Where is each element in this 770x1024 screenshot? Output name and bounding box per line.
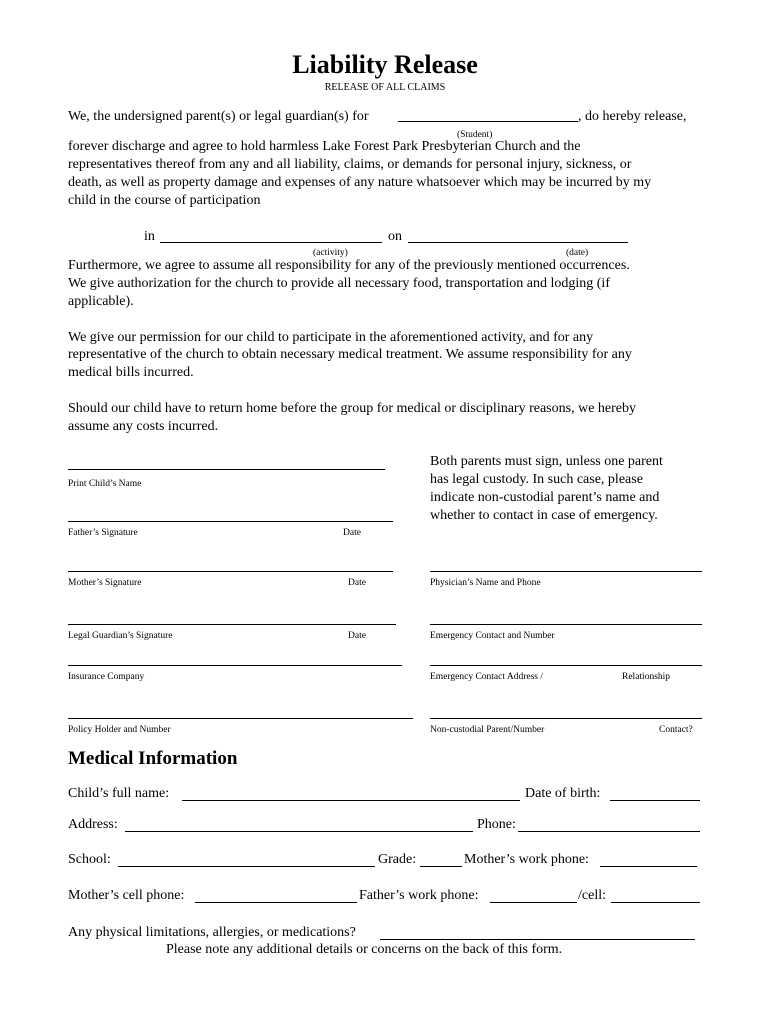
emergency-contact-label: Emergency Contact and Number — [430, 631, 555, 641]
custody-note-1: Both parents must sign, unless one parent — [430, 454, 663, 469]
activity-line[interactable] — [160, 242, 382, 243]
full-name-line[interactable] — [182, 800, 520, 801]
emergency-address-line[interactable] — [430, 665, 702, 666]
guardian-signature-line[interactable] — [68, 624, 396, 625]
in-label: in — [144, 229, 155, 244]
custody-note-3: indicate non-custodial parent’s name and — [430, 490, 660, 505]
mother-work-label: Mother’s work phone: — [464, 852, 589, 867]
para1b: forever discharge and agree to hold harmless Lake Forest Park Presbyterian Church and the — [68, 139, 581, 154]
guardian-date-label: Date — [348, 631, 366, 641]
para4a: Should our child have to return home before the group for medical or disciplinary reasons, we hereby — [68, 401, 636, 416]
para2a: Furthermore, we agree to assume all responsibility for any of the previously mentioned occurrences. — [68, 258, 630, 273]
custody-note-2: has legal custody. In such case, please — [430, 472, 643, 487]
emergency-address-label: Emergency Contact Address / — [430, 672, 544, 682]
student-label: (Student) — [457, 130, 493, 140]
para1e: child in the course of participation — [68, 193, 261, 208]
address-line[interactable] — [125, 831, 473, 832]
full-name-label: Child’s full name: — [68, 786, 170, 801]
activity-label: (activity) — [313, 248, 348, 258]
physician-line[interactable] — [430, 571, 702, 572]
date-label: (date) — [566, 248, 589, 258]
emergency-contact-line[interactable] — [430, 624, 702, 625]
grade-line[interactable] — [420, 866, 462, 867]
child-name-label: Print Child’s Name — [68, 479, 142, 489]
grade-label: Grade: — [378, 852, 417, 867]
school-label: School: — [68, 852, 111, 867]
mother-signature-line[interactable] — [68, 571, 393, 572]
noncustodial-label: Non-custodial Parent/Number — [430, 725, 545, 735]
physician-label: Physician’s Name and Phone — [430, 578, 541, 588]
father-work-line[interactable] — [490, 902, 577, 903]
on-label: on — [388, 229, 402, 244]
policy-holder-label: Policy Holder and Number — [68, 725, 171, 735]
father-signature-label: Father’s Signature — [68, 528, 138, 538]
mother-date-label: Date — [348, 578, 366, 588]
mother-signature-label: Mother’s Signature — [68, 578, 142, 588]
page-subtitle: RELEASE OF ALL CLAIMS — [324, 82, 446, 93]
dob-line[interactable] — [610, 800, 700, 801]
para3a: We give our permission for our child to participate in the aforementioned activity, and for any — [68, 330, 594, 345]
para1c: representatives thereof from any and all liability, claims, or demands for personal injury, sickness, or — [68, 157, 632, 172]
mother-cell-line[interactable] — [195, 902, 357, 903]
school-line[interactable] — [118, 866, 375, 867]
medical-heading: Medical Information — [68, 748, 238, 769]
insurance-line[interactable] — [68, 665, 402, 666]
contact-label: Contact? — [659, 725, 693, 735]
student-line[interactable] — [398, 121, 578, 122]
relationship-label: Relationship — [622, 672, 671, 682]
cell-line[interactable] — [611, 902, 700, 903]
father-signature-line[interactable] — [68, 521, 393, 522]
guardian-signature-label: Legal Guardian’s Signature — [68, 631, 173, 641]
limitations-line[interactable] — [380, 939, 695, 940]
back-of-form-note: Please note any additional details or concerns on the back of this form. — [166, 942, 563, 957]
custody-note-4: whether to contact in case of emergency. — [430, 508, 658, 523]
para3b: representative of the church to obtain necessary medical treatment. We assume responsibility for any — [68, 347, 632, 362]
date-line[interactable] — [408, 242, 628, 243]
insurance-label: Insurance Company — [68, 672, 145, 682]
limitations-label: Any physical limitations, allergies, or medications? — [68, 925, 356, 940]
noncustodial-line[interactable] — [430, 718, 702, 719]
father-date-label: Date — [343, 528, 361, 538]
para4b: assume any costs incurred. — [68, 419, 219, 434]
para1: We, the undersigned parent(s) or legal guardian(s) for — [68, 109, 369, 124]
para1d: death, as well as property damage and expenses of any nature whatsoever which may be incurred by my — [68, 175, 652, 190]
address-label: Address: — [68, 817, 118, 832]
page-title: Liability Release — [292, 50, 478, 79]
phone-label: Phone: — [477, 817, 516, 832]
father-work-label: Father’s work phone: — [359, 888, 479, 903]
cell-label: /cell: — [578, 888, 606, 903]
policy-holder-line[interactable] — [68, 718, 413, 719]
para2b: We give authorization for the church to provide all necessary food, transportation and lodging (if — [68, 276, 610, 291]
mother-work-line[interactable] — [600, 866, 697, 867]
para3c: medical bills incurred. — [68, 365, 194, 380]
phone-line[interactable] — [518, 831, 700, 832]
child-name-line[interactable] — [68, 469, 385, 470]
mother-cell-label: Mother’s cell phone: — [68, 888, 185, 903]
para1-end: , do hereby release, — [578, 109, 687, 124]
dob-label: Date of birth: — [525, 786, 601, 801]
para2c: applicable). — [68, 294, 134, 309]
